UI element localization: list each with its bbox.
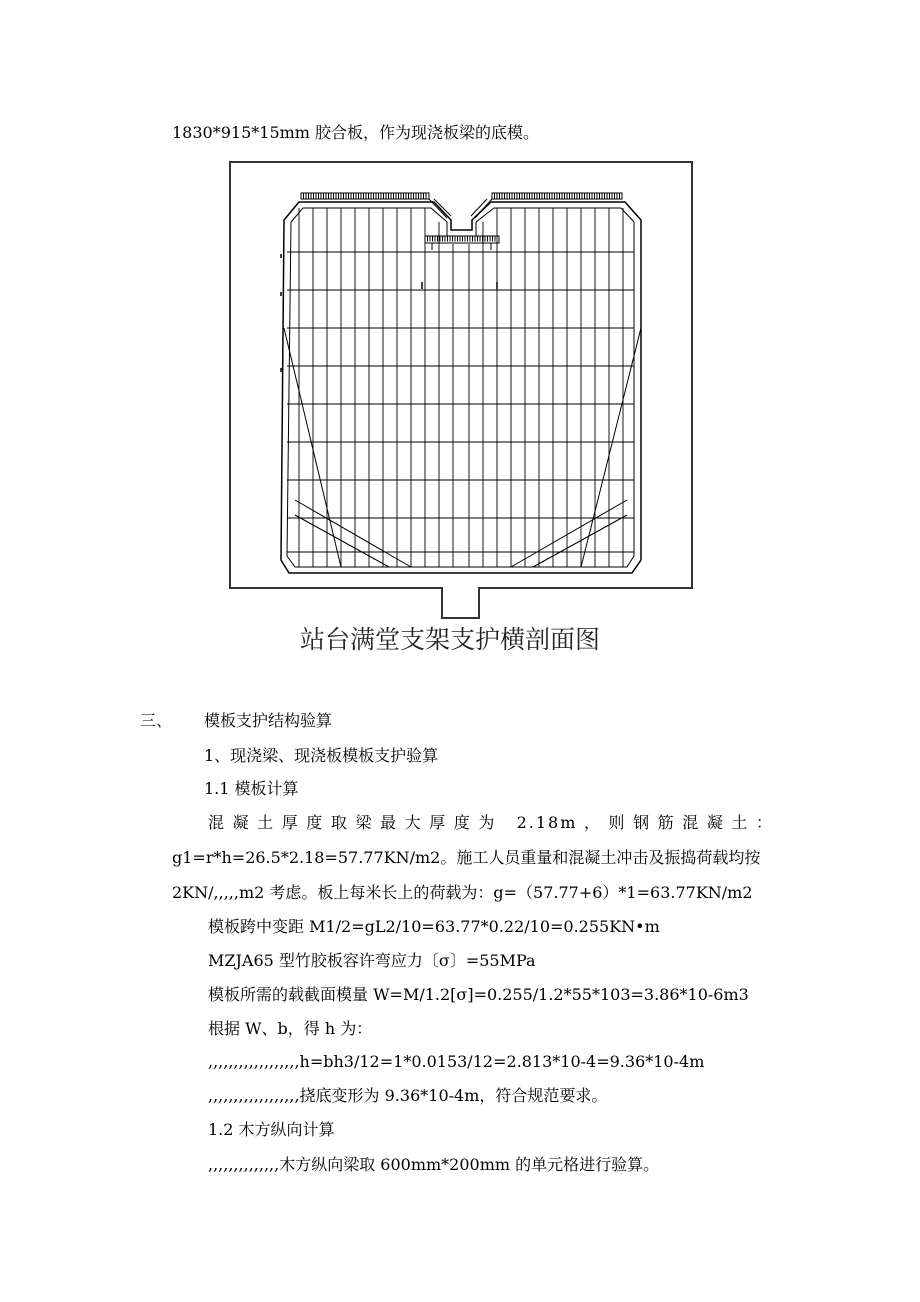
top-slab-right bbox=[492, 193, 622, 199]
middle-beam bbox=[425, 236, 499, 250]
diagonal-braces bbox=[284, 328, 641, 567]
cross-section-figure bbox=[229, 160, 693, 620]
calc-line: 模板跨中变距 M1/2=gL2/10=63.77*0.22/10=0.255KN•m bbox=[208, 917, 660, 936]
subsection-1-1: 1.1 模板计算 bbox=[204, 779, 299, 798]
calc-line: ,,,,,,,,,,,,,,,,,,挠底变形为 9.36*10-4m，符合规范要求。 bbox=[208, 1086, 608, 1105]
calc-line: 根据 W、b，得 h 为： bbox=[208, 1019, 373, 1038]
calc-line: ,,,,,,,,,,,,,,,,,,h=bh3/12=1*0.0153/12=2.813*10-4=9.36*10-4m bbox=[208, 1052, 705, 1071]
structure-outline bbox=[281, 202, 641, 573]
paragraph-line-2: g1=r*h=26.5*2.18=57.77KN/m2。施工人员重量和混凝土冲击及振捣荷载均按 bbox=[172, 848, 761, 867]
subsection-1-2: 1.2 木方纵向计算 bbox=[208, 1120, 335, 1139]
horizontal-ledgers bbox=[287, 252, 634, 552]
calc-line: MZJA65 型竹胶板容许弯应力〔σ〕=55MPa bbox=[208, 951, 536, 970]
section-title: 模板支护结构验算 bbox=[204, 711, 333, 730]
figure-caption: 站台满堂支架支护横剖面图 bbox=[300, 625, 601, 654]
top-slab-left bbox=[301, 193, 429, 199]
scaffold-diagram bbox=[229, 160, 693, 620]
intro-line: 1830*915*15mm 胶合板，作为现浇板梁的底模。 bbox=[172, 123, 540, 142]
paragraph-line-3: 2KN/,,,,,m2 考虑。板上每米长上的荷载为：g=（57.77+6）*1=63.77KN/m2 bbox=[172, 883, 753, 902]
vertical-poles bbox=[299, 208, 623, 567]
subsection-1: 1、现浇梁、现浇板模板支护验算 bbox=[204, 746, 439, 765]
calc-line: 模板所需的载截面模量 W=M/1.2[σ]=0.255/1.2*55*103=3.86*10-6m3 bbox=[208, 985, 749, 1004]
last-line: ,,,,,,,,,,,,,,木方纵向梁取 600mm*200mm 的单元格进行验算。 bbox=[208, 1155, 660, 1174]
section-number: 三、 bbox=[140, 711, 173, 730]
paragraph-line-1: 混凝土厚度取梁最大厚度为 2.18m，则钢筋混凝土： bbox=[208, 813, 774, 832]
